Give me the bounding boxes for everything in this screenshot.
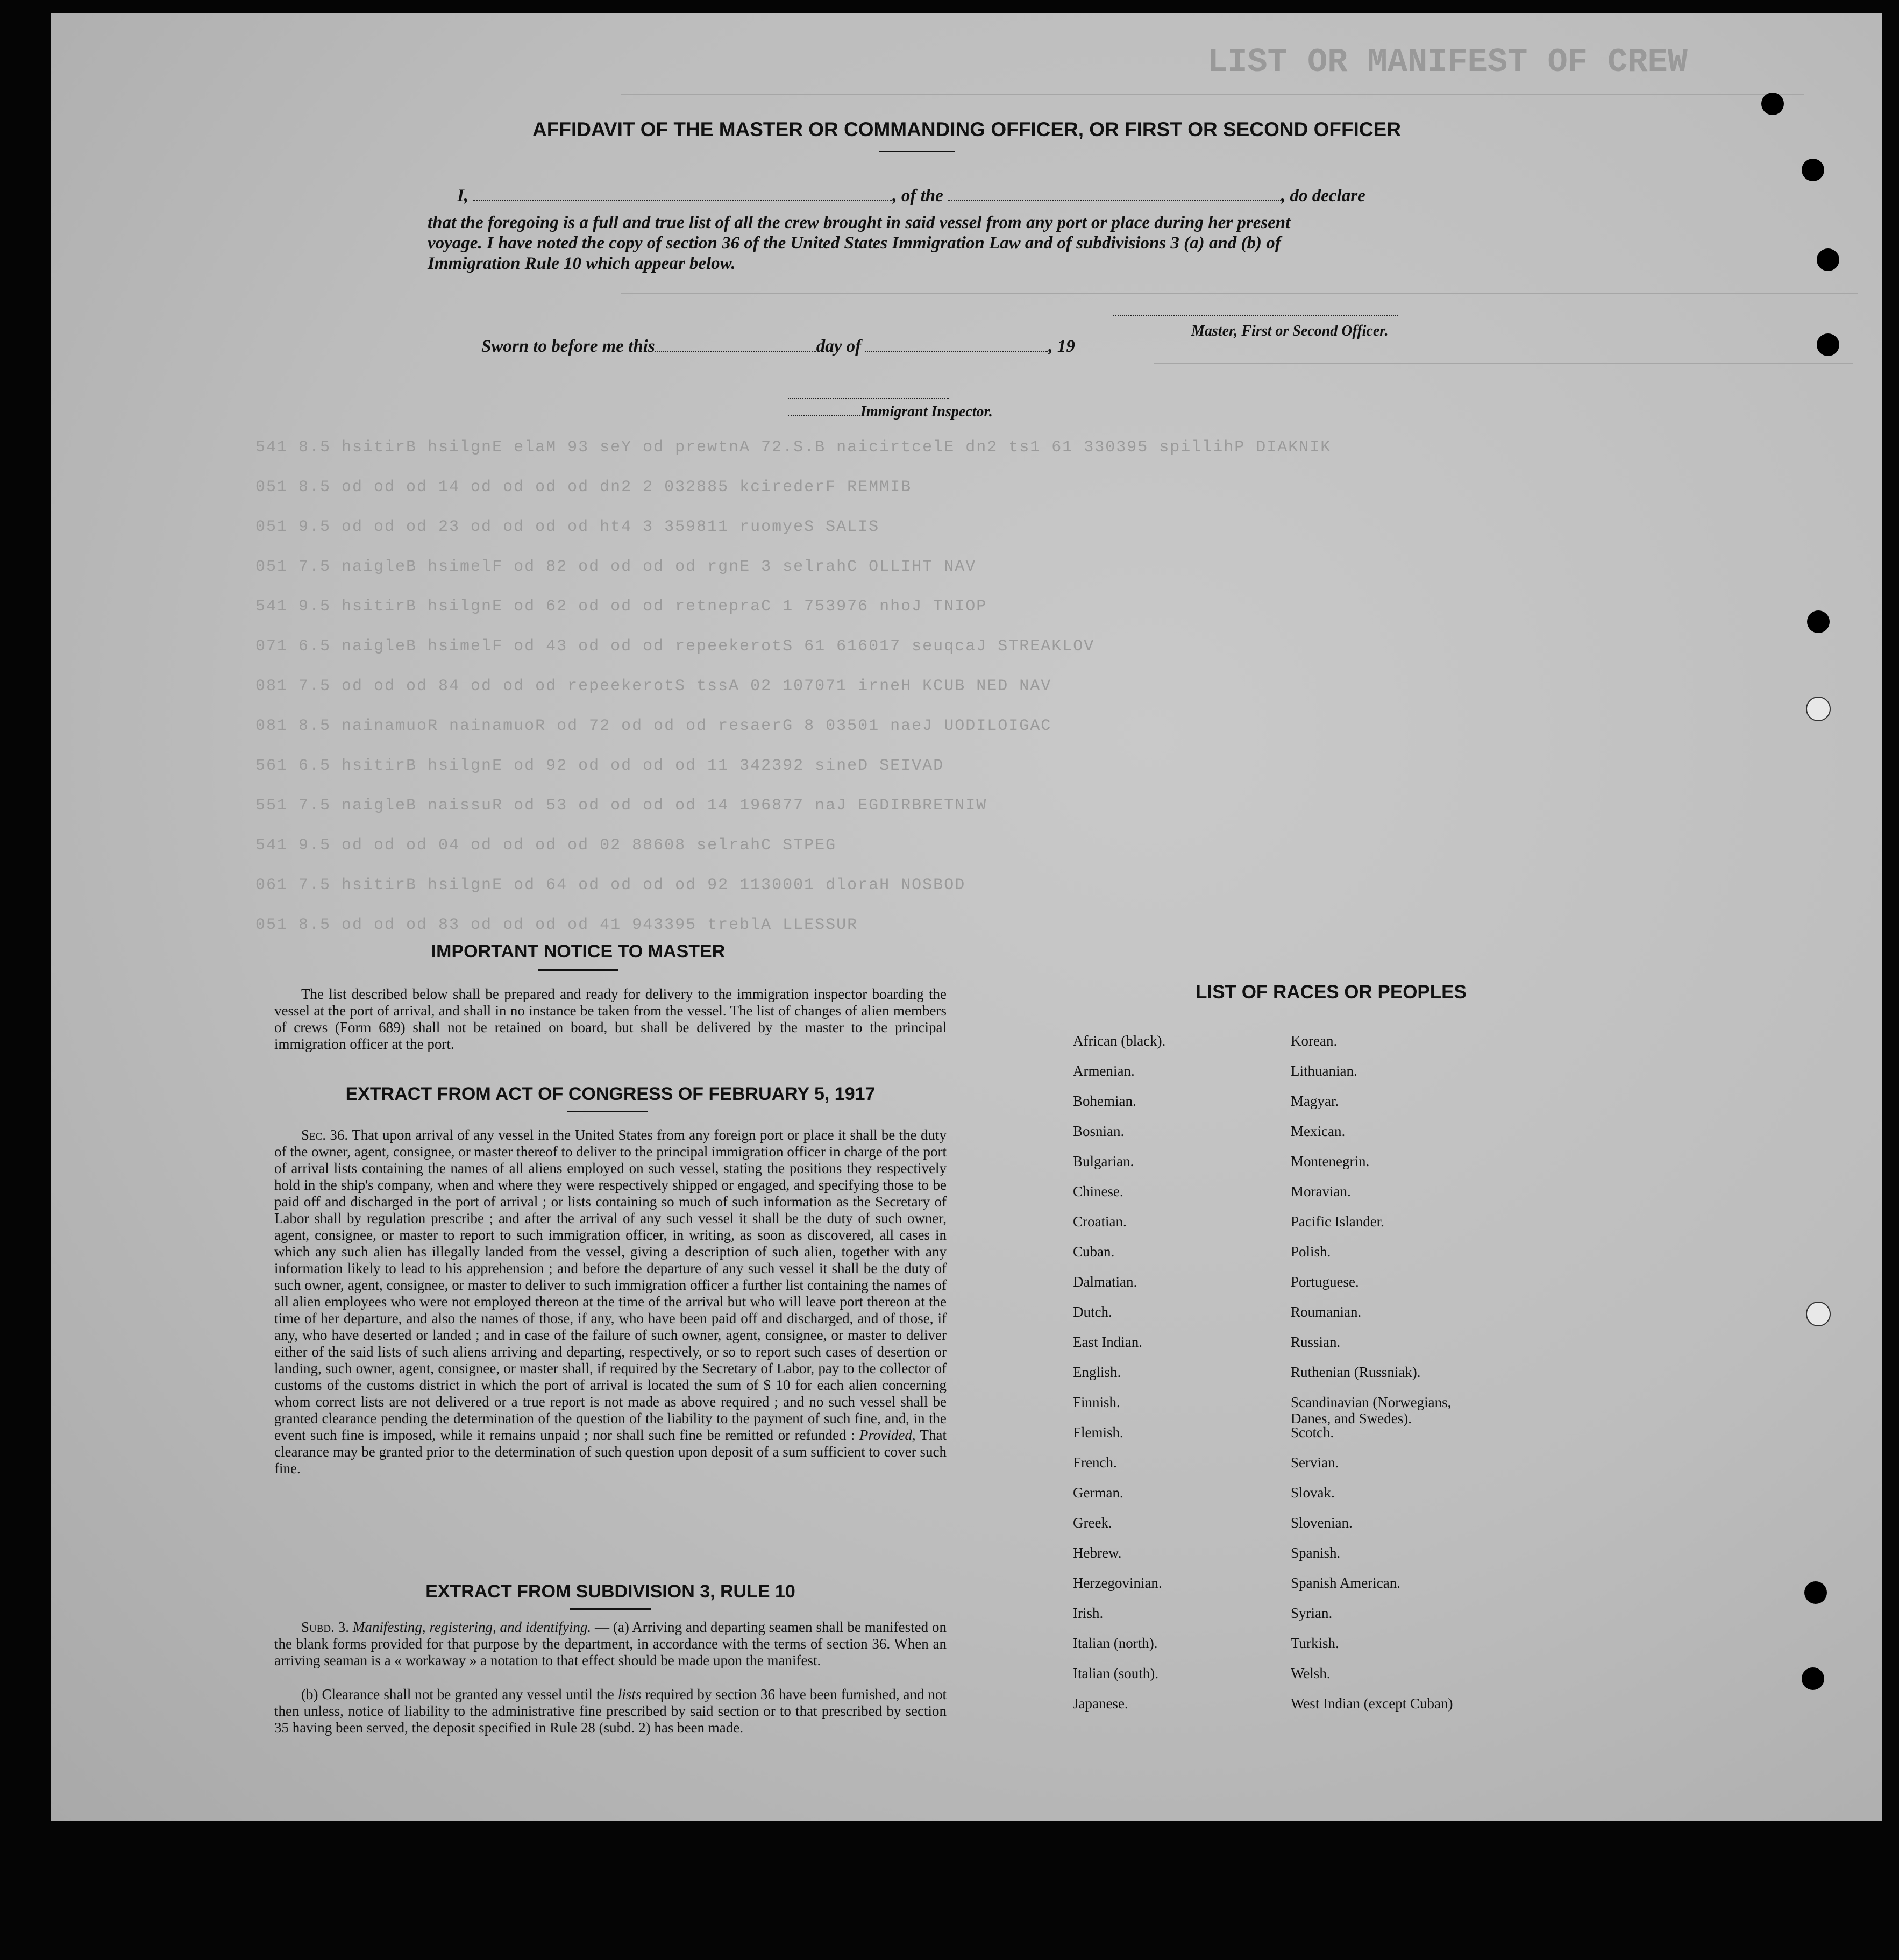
race-item: Montenegrin.: [1291, 1153, 1370, 1169]
bleed-through-row: RUSSELL Albert 593349 14 do do do do 38 do do do 5.8 150: [255, 916, 858, 934]
bleed-through-row: VOLKAERTS Jacques 710616 16 Storekeeper do do do 34 do Flemish Belgian 5.6 170: [255, 637, 1095, 656]
race-item: Chinese.: [1073, 1183, 1123, 1199]
race-item: Flemish.: [1073, 1424, 1123, 1440]
race-item: Finnish.: [1073, 1394, 1120, 1410]
race-item: Moravian.: [1291, 1183, 1351, 1199]
race-item: Welsh.: [1291, 1665, 1331, 1681]
race-item: Russian.: [1291, 1334, 1341, 1350]
manifest-page: [51, 13, 1882, 1821]
affidavit-line-2: that the foregoing is a full and true list of all the crew brought in said vessel from any port or place during her present: [428, 213, 1291, 232]
race-item: Polish.: [1291, 1244, 1331, 1260]
punch-hole: [1817, 333, 1839, 356]
race-item: Danes, and Swedes).: [1291, 1410, 1412, 1426]
bleed-through-row: POINT John 679357 1 Carpenter do do do 26 do English British 5.9 145: [255, 598, 987, 616]
bleed-through-row: DAVIES Denis 293243 11 do do do do 29 do English British 5.6 165: [255, 757, 944, 775]
race-item: Korean.: [1291, 1033, 1338, 1049]
race-item: Irish.: [1073, 1605, 1104, 1621]
race-item: Greek.: [1073, 1515, 1112, 1531]
race-item: Spanish American.: [1291, 1575, 1400, 1591]
sworn-line: Sworn to before me this day of , 19: [481, 337, 1075, 356]
race-item: Bulgarian.: [1073, 1153, 1134, 1169]
master-signature-line: [1113, 315, 1398, 316]
punch-hole: [1804, 1581, 1827, 1604]
race-item: West Indian (except Cuban): [1291, 1695, 1453, 1712]
rule-title: EXTRACT FROM SUBDIVISION 3, RULE 10: [425, 1581, 795, 1602]
punch-hole: [1806, 697, 1831, 721]
race-item: Roumanian.: [1291, 1304, 1362, 1320]
title-underline: [879, 151, 955, 152]
affidavit-line-3: voyage. I have noted the copy of section 36 of the United States Immigration Law and of subdivisions 3 (a) and (b) of: [428, 233, 1281, 253]
affidavit-line-1: I, , of the , do declare: [457, 186, 1365, 205]
race-item: Hebrew.: [1073, 1545, 1122, 1561]
affidavit-title: AFFIDAVIT OF THE MASTER OR COMMANDING OFFICER, OR FIRST OR SECOND OFFICER: [532, 118, 1401, 140]
bleed-through-row: KINKAID Phillips 593033 16 1st 2nd Electrician B.S.27 Antwerp do Yes 39 Male English British 5.8 145: [255, 438, 1332, 457]
race-item: Syrian.: [1291, 1605, 1333, 1621]
faint-rule: [621, 94, 1804, 95]
race-item: Servian.: [1291, 1454, 1339, 1471]
race-item: Pacific Islander.: [1291, 1213, 1384, 1230]
bleed-through-row: GEPTS Charles 80688 20 do do do do 40 do do do 5.9 145: [255, 836, 837, 855]
races-title: LIST OF RACES OR PEOPLES: [1196, 982, 1467, 1003]
punch-hole: [1817, 248, 1839, 271]
race-item: Slovenian.: [1291, 1515, 1353, 1531]
race-item: African (black).: [1073, 1033, 1166, 1049]
race-item: German.: [1073, 1485, 1123, 1501]
rule-para-a: Subd. 3. Manifesting, registering, and identifying. — (a) Arriving and departing seamen shall be manifested on the blank forms provided for that purpose by the department, in accordance with the terms of section 36. When an arriving seaman is a « workaway » a notation to that effect should be made upon the manifest.: [274, 1619, 947, 1668]
bleed-through-row: DOBSON Harold 1000311 29 do do do do 46 do English British 5.7 160: [255, 876, 966, 894]
punch-hole: [1761, 93, 1784, 115]
race-item: Ruthenian (Russniak).: [1291, 1364, 1421, 1380]
race-item: Bohemian.: [1073, 1093, 1136, 1109]
race-item: Scotch.: [1291, 1424, 1334, 1440]
punch-hole: [1802, 1667, 1824, 1690]
race-item: Dalmatian.: [1073, 1274, 1137, 1290]
bleed-through-row: VAN DEN BUCK Henri 170701 20 Asst Storekeeper do do do 48 do do do 5.7 180: [255, 677, 1052, 695]
race-item: Croatian.: [1073, 1213, 1127, 1230]
race-item: Slovak.: [1291, 1485, 1335, 1501]
act-underline: [567, 1111, 648, 1112]
punch-hole: [1807, 610, 1830, 633]
race-item: French.: [1073, 1454, 1117, 1471]
race-item: East Indian.: [1073, 1334, 1142, 1350]
bleed-through-row: SILAS Seymour 118953 3 4th do do do do 32 do do do 5.9 150: [255, 518, 880, 536]
inspector-label: Immigrant Inspector.: [788, 403, 993, 421]
punch-hole: [1806, 1302, 1831, 1326]
race-item: Italian (north).: [1073, 1635, 1158, 1651]
act-body: Sec. 36. That upon arrival of any vessel in the United States from any foreign port or place it shall be the duty of the owner, agent, consignee, or master thereof to deliver to the principal immigration officer in charge of the port of arrival lists containing the names of all aliens employed on such vessel, stating the positions they respectively hold in the ship's company, when and where they were respectively shipped or engaged, and specifying those to be paid off and discharged in the port of arrival ; or lists containing so much of such information as the Secretary of Labor shall by regulation prescribe ; and after the arrival of any such vessel it shall be the duty of such owner, agent, consignee, or master to report to such immigration officer, in writing, as soon as discovered, all cases in which any such alien has illegally landed from the vessel, giving a description of such alien, together with any information likely to lead to his apprehension ; and before the departure of any such vessel it shall be the duty of such owner, agent, consignee, or master to deliver to such immigration officer a further list containing the names of all alien employees who were not employed thereon at the time of the arrival but who will leave port thereon at the time of her departure, and also the names of those, if any, who have been paid off and discharged, and of those, if any, who have deserted or landed ; and in case of the failure of such owner, agent, consignee, or master to deliver either of the said lists of such aliens arriving and departing, respectively, or so to report such cases of desertion or landing, such owner, agent, consignee, or master shall, if required by the Secretary of Labor, pay to the collector of customs of the customs district in which the port of arrival is located the sum of $ 10 for each alien concerning whom correct lists are not delivered or a true report is not made as above required ; and no such vessel shall be granted clearance pending the determination of the question of the liability to the payment of such fine, and, in the event such fine is imposed, while it remains unpaid ; nor shall such fine be remitted or refunded : Provided, That clearance may be granted prior to the determination of such question upon deposit of a sum sufficient to cover such fine.: [274, 1127, 947, 1476]
race-item: Lithuanian.: [1291, 1063, 1357, 1079]
race-item: Bosnian.: [1073, 1123, 1125, 1139]
race-item: Italian (south).: [1073, 1665, 1158, 1681]
rule-para-b: (b) Clearance shall not be granted any vessel until the lists required by section 36 have been furnished, and not then unless, notice of liability to the administrative fine prescribed by said section or to that prescribed by section 35 having been served, the deposit specified in Rule 28 (subd. 2) has been made.: [274, 1686, 947, 1736]
notice-title: IMPORTANT NOTICE TO MASTER: [431, 941, 726, 962]
race-item: English.: [1073, 1364, 1121, 1380]
act-title: EXTRACT FROM ACT OF CONGRESS OF FEBRUARY 5, 1917: [345, 1084, 876, 1104]
inspector-signature-line: [788, 398, 949, 399]
bleed-through-row: VAN THILLO Charles 3 Engr do do do do 28 do Flemish Belgian 5.7 150: [255, 558, 977, 576]
race-item: Dutch.: [1073, 1304, 1112, 1320]
race-item: Armenian.: [1073, 1063, 1135, 1079]
notice-body: The list described below shall be prepared and ready for delivery to the immigration inspector boarding the vessel at the port of arrival, and shall in no instance be taken from the vessel. The list of changes of alien members of crews (Form 689) shall not be retained on board, but shall be delivered by the master to the principal immigration officer at the port.: [274, 986, 947, 1052]
race-item: Japanese.: [1073, 1695, 1128, 1712]
bleed-through-row: BIMMER Frederick 588230 2 2nd do do do do 41 do do do 5.8 150: [255, 478, 912, 496]
bleed-through-row: WINTERBRIDGE Jan 778691 41 do do do do 35 do Russian Belgian 5.7 155: [255, 797, 987, 815]
faint-rule: [621, 293, 1858, 294]
rule-underline: [570, 1608, 651, 1610]
race-item: Mexican.: [1291, 1123, 1346, 1139]
master-label: Master, First or Second Officer.: [1191, 323, 1389, 339]
race-item: Cuban.: [1073, 1244, 1115, 1260]
notice-underline: [538, 969, 618, 971]
race-item: Magyar.: [1291, 1093, 1339, 1109]
race-item: Herzegovinian.: [1073, 1575, 1162, 1591]
affidavit-line-4: Immigration Rule 10 which appear below.: [428, 254, 736, 273]
race-item: Spanish.: [1291, 1545, 1341, 1561]
race-item: Portuguese.: [1291, 1274, 1359, 1290]
faint-rule: [1154, 363, 1853, 364]
punch-hole: [1802, 159, 1824, 181]
race-item: Scandinavian (Norwegians,: [1291, 1394, 1452, 1410]
bleed-through-row: CAGIOLIDOU Jean 10530 8 Greaser do do do 27 do Roumanian Roumanian 5.8 180: [255, 717, 1052, 735]
bleed-through-header: LIST OR MANIFEST OF CREW: [1207, 43, 1688, 81]
race-item: Turkish.: [1291, 1635, 1339, 1651]
